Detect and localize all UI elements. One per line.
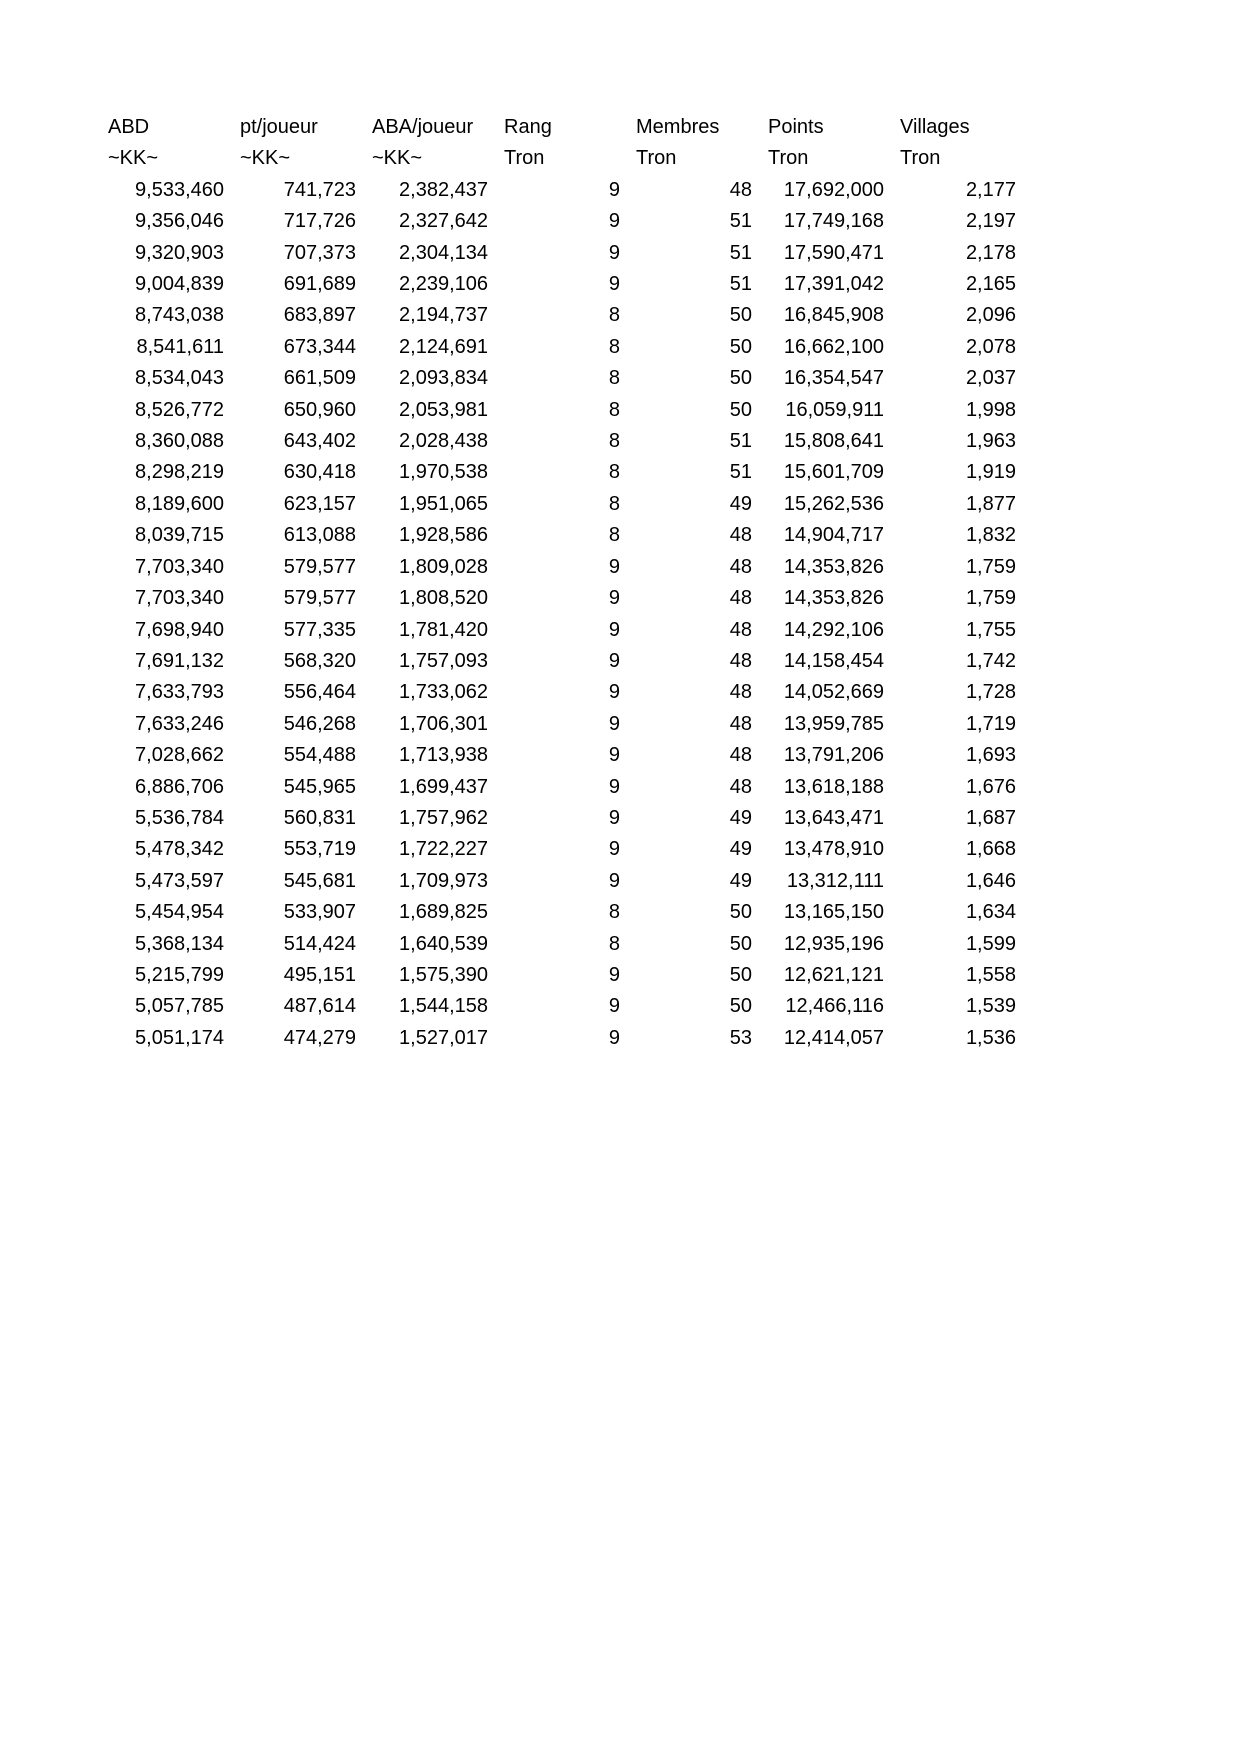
table-row [100,991,1024,1022]
table-cell: 1,832 [965,524,1016,547]
table-cell: 9 [608,273,620,296]
table-cell: 2,037 [965,367,1016,390]
table-cell: 623,157 [283,492,356,515]
table-cell: 553,719 [283,838,356,861]
table-cell: 683,897 [283,304,356,327]
table-cell: 1,951,065 [399,492,488,515]
table-row [100,834,1024,865]
subheader-cell: Tron [636,147,677,170]
table-cell: 9 [608,744,620,767]
table-cell: 7,703,340 [135,555,224,578]
table-cell: 2,178 [965,241,1016,264]
table-cell: 1,640,539 [399,932,488,955]
table-cell: 12,621,121 [783,963,884,986]
table-cell: 2,078 [965,335,1016,358]
table-cell: 1,544,158 [399,995,488,1018]
table-cell: 1,706,301 [399,712,488,735]
table-cell: 1,599 [965,932,1016,955]
table-row [100,206,1024,237]
table-cell: 13,791,206 [783,744,884,767]
table-cell: 1,646 [965,869,1016,892]
table-cell: 2,165 [965,273,1016,296]
table-cell: 741,723 [283,178,356,201]
table-cell: 8 [608,932,620,955]
table-cell: 50 [729,995,752,1018]
table-cell: 1,755 [965,618,1016,641]
table-cell: 1,575,390 [399,963,488,986]
table-cell: 17,692,000 [783,178,884,201]
table-cell: 16,662,100 [783,335,884,358]
header-cell: Points [768,116,824,138]
table-cell: 1,759 [965,587,1016,610]
table-cell: 50 [729,335,752,358]
table-cell: 7,633,246 [135,712,224,735]
table-cell: 8 [608,367,620,390]
table-cell: 14,158,454 [783,649,884,672]
table-cell: 9 [608,241,620,264]
table-cell: 1,536 [965,1026,1016,1049]
table-cell: 48 [729,587,752,610]
table-row [100,395,1024,426]
table-cell: 49 [729,838,752,861]
table-cell: 474,279 [283,1026,356,1049]
table-cell: 2,304,134 [399,241,488,264]
table-cell: 514,424 [283,932,356,955]
table-cell: 546,268 [283,712,356,735]
table-cell: 1,634 [965,901,1016,924]
table-cell: 5,368,134 [135,932,224,955]
table-cell: 8 [608,430,620,453]
table-cell: 7,691,132 [135,649,224,672]
table-cell: 2,053,981 [399,398,488,421]
table-cell: 48 [729,524,752,547]
table-cell: 577,335 [283,618,356,641]
table-cell: 8 [608,492,620,515]
subheader-cell: ~KK~ [108,147,159,170]
table-row [100,897,1024,928]
table-row [100,238,1024,269]
subheader-cell: Tron [900,147,941,170]
table-cell: 48 [729,712,752,735]
table-cell: 545,681 [283,869,356,892]
table-cell: 495,151 [283,963,356,986]
table-cell: 8,039,715 [135,524,224,547]
table-cell: 12,466,116 [785,995,884,1018]
table-cell: 50 [729,304,752,327]
table-cell: 14,353,826 [783,555,884,578]
table-row [100,457,1024,488]
table-cell: 2,093,834 [399,367,488,390]
table-row [100,615,1024,646]
table-cell: 717,726 [283,210,356,233]
table-cell: 1,539 [965,995,1016,1018]
table-row [100,332,1024,363]
table-cell: 1,689,825 [399,901,488,924]
table-cell: 5,536,784 [135,806,224,829]
table-cell: 9 [608,712,620,735]
table-cell: 1,687 [965,806,1016,829]
table-row [100,175,1024,206]
table-cell: 1,709,973 [399,869,488,892]
table-cell: 1,809,028 [399,555,488,578]
table-cell: 7,633,793 [135,681,224,704]
table-cell: 1,877 [965,492,1016,515]
table-cell: 1,742 [965,649,1016,672]
table-cell: 533,907 [283,901,356,924]
table-cell: 579,577 [283,587,356,610]
table-cell: 51 [729,461,752,484]
table-cell: 1,928,586 [399,524,488,547]
table-cell: 8,743,038 [135,304,224,327]
table-cell: 13,165,150 [783,901,884,924]
table-cell: 13,959,785 [783,712,884,735]
table-cell: 2,177 [965,178,1016,201]
table-cell: 14,052,669 [783,681,884,704]
table-cell: 579,577 [283,555,356,578]
table-row [100,803,1024,834]
table-cell: 48 [729,178,752,201]
table-cell: 1,781,420 [399,618,488,641]
table-cell: 50 [729,963,752,986]
table-cell: 17,749,168 [783,210,884,233]
header-cell: Rang [504,116,552,138]
table-cell: 13,643,471 [783,806,884,829]
table-cell: 16,354,547 [783,367,884,390]
table-row [100,269,1024,300]
table-cell: 1,699,437 [399,775,488,798]
table-cell: 1,719 [965,712,1016,735]
table-cell: 50 [729,367,752,390]
table-cell: 15,808,641 [783,430,884,453]
table-cell: 16,059,911 [785,398,884,421]
table-cell: 545,965 [283,775,356,798]
table-cell: 9 [608,649,620,672]
subheader-cell: Tron [504,147,545,170]
table-cell: 15,601,709 [783,461,884,484]
table-cell: 8 [608,398,620,421]
table-cell: 7,698,940 [135,618,224,641]
table-cell: 5,478,342 [135,838,224,861]
table-row [100,426,1024,457]
table-cell: 1,728 [965,681,1016,704]
table-cell: 6,886,706 [135,775,224,798]
table-cell: 9,356,046 [135,210,224,233]
table-row [100,363,1024,394]
subheader-cell: ~KK~ [240,147,291,170]
header-cell: ABD [108,116,150,138]
subheader-row [100,143,1024,174]
table-cell: 48 [729,618,752,641]
table-cell: 1,733,062 [399,681,488,704]
table-cell: 12,935,196 [783,932,884,955]
table-row [100,709,1024,740]
table-cell: 9 [608,995,620,1018]
header-cell: ABA/joueur [372,116,474,138]
table-cell: 9 [608,210,620,233]
table-cell: 13,478,910 [783,838,884,861]
table-cell: 9 [608,775,620,798]
table-cell: 48 [729,744,752,767]
table-cell: 14,292,106 [783,618,884,641]
table-cell: 49 [729,806,752,829]
table-cell: 8 [608,461,620,484]
table-cell: 8,360,088 [135,430,224,453]
table-cell: 691,689 [283,273,356,296]
header-cell: pt/joueur [240,116,318,138]
table-cell: 556,464 [283,681,356,704]
table-cell: 1,998 [965,398,1016,421]
subheader-cell: Tron [768,147,809,170]
table-row [100,646,1024,677]
table-cell: 1,693 [965,744,1016,767]
table-cell: 1,722,227 [399,838,488,861]
table-cell: 9 [608,618,620,641]
table-cell: 8 [608,901,620,924]
table-cell: 9 [608,963,620,986]
table-cell: 554,488 [283,744,356,767]
table-cell: 48 [729,775,752,798]
table-row [100,583,1024,614]
table-cell: 8 [608,524,620,547]
table-row [100,960,1024,991]
table-cell: 9,533,460 [135,178,224,201]
table-cell: 613,088 [283,524,356,547]
table-cell: 1,970,538 [399,461,488,484]
table-cell: 1,808,520 [399,587,488,610]
table-cell: 50 [729,901,752,924]
table-cell: 9,320,903 [135,241,224,264]
table-cell: 1,558 [965,963,1016,986]
table-cell: 2,096 [965,304,1016,327]
table-cell: 568,320 [283,649,356,672]
table-cell: 1,668 [965,838,1016,861]
table-cell: 2,194,737 [399,304,488,327]
table-cell: 1,757,093 [399,649,488,672]
table-cell: 9 [608,806,620,829]
table-cell: 2,124,691 [399,335,488,358]
table-row [100,489,1024,520]
table-cell: 13,312,111 [786,869,884,892]
table-cell: 9 [608,1026,620,1049]
table-cell: 8,534,043 [135,367,224,390]
table-cell: 2,382,437 [399,178,488,201]
table-cell: 8 [608,335,620,358]
table-cell: 1,963 [965,430,1016,453]
table-cell: 9 [608,838,620,861]
table-cell: 5,473,597 [135,869,224,892]
table-cell: 2,327,642 [399,210,488,233]
table-row [100,929,1024,960]
table-body [100,112,1024,1054]
table-row [100,740,1024,771]
table-cell: 9 [608,681,620,704]
table-cell: 1,713,938 [399,744,488,767]
table-cell: 5,057,785 [135,995,224,1018]
table-cell: 673,344 [283,335,356,358]
table-row [100,677,1024,708]
table-cell: 661,509 [283,367,356,390]
table-cell: 51 [729,210,752,233]
table-row [100,520,1024,551]
table-cell: 630,418 [283,461,356,484]
table-cell: 15,262,536 [783,492,884,515]
table-cell: 51 [729,241,752,264]
table-cell: 650,960 [283,398,356,421]
table-cell: 7,028,662 [135,744,224,767]
spreadsheet-page [100,112,1020,1054]
table-cell: 17,590,471 [783,241,884,264]
table-cell: 48 [729,555,752,578]
table-cell: 7,703,340 [135,587,224,610]
table-cell: 48 [729,649,752,672]
header-row [100,112,1024,143]
table-cell: 8,298,219 [135,461,224,484]
table-cell: 9,004,839 [135,273,224,296]
table-row [100,1023,1024,1054]
table-row [100,866,1024,897]
table-cell: 643,402 [283,430,356,453]
table-cell: 8,541,611 [136,335,224,358]
table-cell: 49 [729,869,752,892]
table-cell: 50 [729,398,752,421]
table-cell: 51 [729,430,752,453]
table-cell: 560,831 [283,806,356,829]
table-cell: 17,391,042 [783,273,884,296]
table-cell: 2,028,438 [399,430,488,453]
table-cell: 1,676 [965,775,1016,798]
table-cell: 1,919 [965,461,1016,484]
table-cell: 1,759 [965,555,1016,578]
table-cell: 9 [608,587,620,610]
table-cell: 9 [608,555,620,578]
table-cell: 5,051,174 [135,1026,224,1049]
table-cell: 5,454,954 [135,901,224,924]
header-cell: Membres [636,116,720,138]
table-cell: 2,197 [965,210,1016,233]
table-row [100,552,1024,583]
table-cell: 53 [729,1026,752,1049]
table-cell: 1,527,017 [399,1026,488,1049]
table-cell: 8 [608,304,620,327]
header-cell: Villages [900,116,970,138]
table-cell: 8,189,600 [135,492,224,515]
table-cell: 13,618,188 [783,775,884,798]
table-cell: 9 [608,178,620,201]
table-cell: 16,845,908 [783,304,884,327]
table-cell: 14,353,826 [783,587,884,610]
table-cell: 50 [729,932,752,955]
table-cell: 5,215,799 [135,963,224,986]
table-cell: 2,239,106 [399,273,488,296]
table-cell: 8,526,772 [135,398,224,421]
table-cell: 49 [729,492,752,515]
table-row [100,772,1024,803]
table-cell: 1,757,962 [399,806,488,829]
data-table [100,112,1024,1054]
table-cell: 48 [729,681,752,704]
table-row [100,300,1024,331]
table-cell: 12,414,057 [783,1026,884,1049]
subheader-cell: ~KK~ [372,147,423,170]
table-cell: 51 [729,273,752,296]
table-cell: 487,614 [283,995,356,1018]
table-cell: 707,373 [283,241,356,264]
table-cell: 14,904,717 [783,524,884,547]
table-cell: 9 [608,869,620,892]
